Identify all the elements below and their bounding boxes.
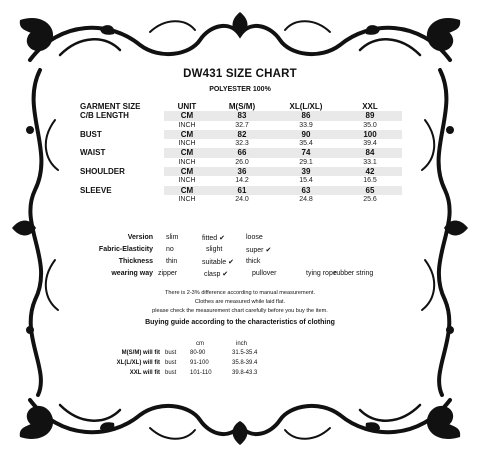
value-cell: 89	[338, 111, 402, 120]
fit-inch: 35.8-39.4	[232, 360, 258, 366]
value-cell: 39.4	[363, 140, 377, 148]
note-line: please check the measurement chart carefully before you buy the item.	[152, 308, 328, 314]
value-cell: 33.9	[299, 121, 313, 129]
chart-title: DW431 SIZE CHART	[183, 68, 297, 80]
value-cell: 83	[210, 111, 274, 120]
attribute-option: loose	[246, 234, 263, 241]
attribute-option: rubber string	[334, 270, 374, 277]
fit-part: bust	[165, 370, 177, 376]
attribute-option: slight	[206, 246, 223, 253]
fit-inch: 39.8-43.3	[232, 370, 258, 376]
value-cell: 42	[338, 167, 402, 176]
attribute-option: thick	[246, 258, 261, 265]
table-row	[80, 111, 402, 120]
note-line: Clothes are measured while laid flat.	[194, 299, 286, 305]
row-label: WAIST	[80, 148, 164, 157]
fit-part: bust	[165, 350, 177, 356]
value-cell: 35.4	[299, 140, 313, 148]
unit-cell: INCH	[178, 158, 196, 166]
attribute-option: super ✔	[246, 247, 272, 254]
fit-cm: 91-100	[190, 360, 209, 366]
value-cell: 82	[210, 130, 274, 139]
attribute-option: suitable ✔	[202, 259, 234, 266]
attribute-option: pullover	[252, 270, 277, 277]
value-cell: 26.0	[235, 158, 249, 166]
fit-size: M(S/M) will fit	[121, 350, 160, 356]
header-size-xxl: XXL	[362, 102, 378, 111]
value-cell: 29.1	[299, 158, 313, 166]
value-cell: 32.3	[235, 140, 249, 148]
table-row	[80, 121, 402, 130]
note-line: There is 2-3% difference according to manual measurement.	[164, 290, 316, 296]
fit-cm: 80-90	[190, 350, 206, 356]
row-label: C/B LENGTH	[80, 111, 164, 120]
table-row	[80, 158, 402, 167]
table-row	[80, 176, 402, 185]
attribute-option: zipper	[158, 270, 178, 277]
attribute-option: slim	[166, 234, 179, 241]
header-size-m: M(S/M)	[228, 102, 256, 111]
attribute-row	[60, 270, 153, 277]
material-label: POLYESTER 100%	[209, 86, 271, 93]
attribute-option: tying rope	[306, 270, 337, 277]
value-cell: 15.4	[299, 177, 313, 185]
value-cell: 14.2	[235, 177, 249, 185]
value-cell: 61	[210, 186, 274, 195]
value-cell: 74	[274, 148, 338, 157]
unit-cell: INCH	[178, 140, 196, 148]
value-cell: 66	[210, 148, 274, 157]
value-cell: 24.0	[235, 195, 249, 203]
attribute-option: fitted ✔	[202, 235, 225, 242]
value-cell: 35.0	[363, 121, 377, 129]
attribute-label: Fabric-Elasticity	[98, 246, 153, 253]
value-cell: 36	[210, 167, 274, 176]
fit-cm: 101-110	[190, 370, 212, 376]
attribute-label: Thickness	[118, 258, 153, 265]
unit-cell: INCH	[178, 195, 196, 203]
value-cell: 24.8	[299, 195, 313, 203]
attribute-label: wearing way	[111, 270, 153, 277]
unit-cell: INCH	[178, 121, 196, 129]
table-row	[80, 130, 402, 139]
unit-cell: CM	[164, 186, 210, 195]
attribute-row	[60, 246, 153, 253]
fit-part: bust	[165, 360, 177, 366]
fit-size: XL(L/XL) will fit	[116, 360, 160, 366]
unit-cell: CM	[164, 148, 210, 157]
header-size-xl: XL(L/XL)	[289, 102, 323, 111]
value-cell: 90	[274, 130, 338, 139]
table-row	[80, 139, 402, 148]
fit-inch: 31.5-35.4	[232, 350, 258, 356]
value-cell: 65	[338, 186, 402, 195]
guide-title: Buying guide according to the characteristics of clothing	[145, 319, 335, 326]
header-unit: UNIT	[177, 102, 197, 111]
value-cell: 86	[274, 111, 338, 120]
attribute-option: no	[166, 246, 174, 253]
value-cell: 32.7	[235, 121, 249, 129]
row-label: BUST	[80, 130, 164, 139]
attribute-label: Version	[127, 234, 153, 241]
unit-cell: CM	[164, 111, 210, 120]
table-row	[80, 167, 402, 176]
value-cell: 84	[338, 148, 402, 157]
size-table	[80, 102, 402, 204]
table-header-row	[80, 102, 402, 111]
header-garment-size: GARMENT SIZE	[80, 102, 141, 111]
unit-cell: INCH	[178, 177, 196, 185]
value-cell: 63	[274, 186, 338, 195]
unit-cell: CM	[164, 167, 210, 176]
value-cell: 33.1	[363, 158, 377, 166]
value-cell: 16.5	[363, 177, 377, 185]
table-row	[80, 195, 402, 204]
value-cell: 25.6	[363, 195, 377, 203]
fit-size: XXL will fit	[129, 370, 160, 376]
table-row	[80, 186, 402, 195]
attribute-option: clasp ✔	[204, 271, 229, 278]
fit-header-cm: cm	[196, 341, 204, 347]
fit-header-inch: inch	[236, 341, 248, 347]
value-cell: 39	[274, 167, 338, 176]
row-label: SHOULDER	[80, 167, 164, 176]
attribute-row	[60, 234, 153, 241]
value-cell: 100	[338, 130, 402, 139]
attribute-row	[60, 258, 153, 265]
table-row	[80, 148, 402, 157]
attribute-option: thin	[166, 258, 178, 265]
row-label: SLEEVE	[80, 186, 164, 195]
unit-cell: CM	[164, 130, 210, 139]
